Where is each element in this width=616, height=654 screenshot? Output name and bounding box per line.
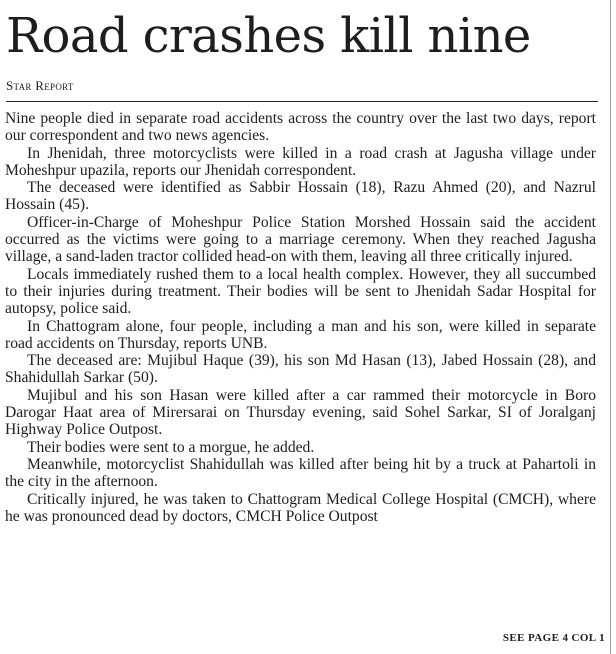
- paragraph: Nine people died in separate road accidents across the country over the last two days, report our correspondent and two news agencies.: [5, 110, 596, 145]
- headline: Road crashes kill nine: [6, 8, 531, 64]
- paragraph: Officer-in-Charge of Moheshpur Police Station Morshed Hossain said the accident occurred as the victims were going to a marriage ceremony. When they reached Jagusha village, a sand-laden tractor collided head-on with them, leaving all three critically injured.: [5, 213, 596, 266]
- paragraph: Their bodies were sent to a morgue, he added.: [27, 438, 315, 456]
- article-body: [5, 110, 596, 525]
- continuation-jump: SEE PAGE 4 COL 1: [502, 632, 605, 644]
- byline: Star Report: [6, 78, 74, 93]
- paragraph: In Jhenidah, three motorcyclists were killed in a road crash at Jagusha village under Moheshpur upazila, reports our Jhenidah correspondent.: [5, 144, 596, 179]
- byline-divider: [6, 101, 598, 102]
- paragraph: Critically injured, he was taken to Chattogram Medical College Hospital (CMCH), where he was pronounced dead by doctors, CMCH Police Outpost: [5, 490, 596, 525]
- paragraph: In Chattogram alone, four people, including a man and his son, were killed in separate road accidents on Thursday, reports UNB.: [5, 317, 596, 352]
- paragraph: Meanwhile, motorcyclist Shahidullah was killed after being hit by a truck at Pahartoli in the city in the afternoon.: [5, 455, 596, 491]
- paragraph: Locals immediately rushed them to a local health complex. However, they all succumbed to their injuries during treatment. Their bodies will be sent to Jhenidah Sadar Hospital for autopsy, police said.: [5, 265, 596, 318]
- paragraph: Mujibul and his son Hasan were killed after a car rammed their motorcycle in Boro Darogar Haat area of Mirersarai on Thursday evening, said Sohel Sarkar, SI of Joralganj Highway Police Outpost.: [5, 386, 596, 439]
- paragraph: The deceased are: Mujibul Haque (39), his son Md Hasan (13), Jabed Hossain (28), and Shahidullah Sarkar (50).: [5, 352, 596, 387]
- column-divider: [610, 0, 611, 654]
- paragraph: The deceased were identified as Sabbir Hossain (18), Razu Ahmed (20), and Nazrul Hossain (45).: [5, 179, 596, 214]
